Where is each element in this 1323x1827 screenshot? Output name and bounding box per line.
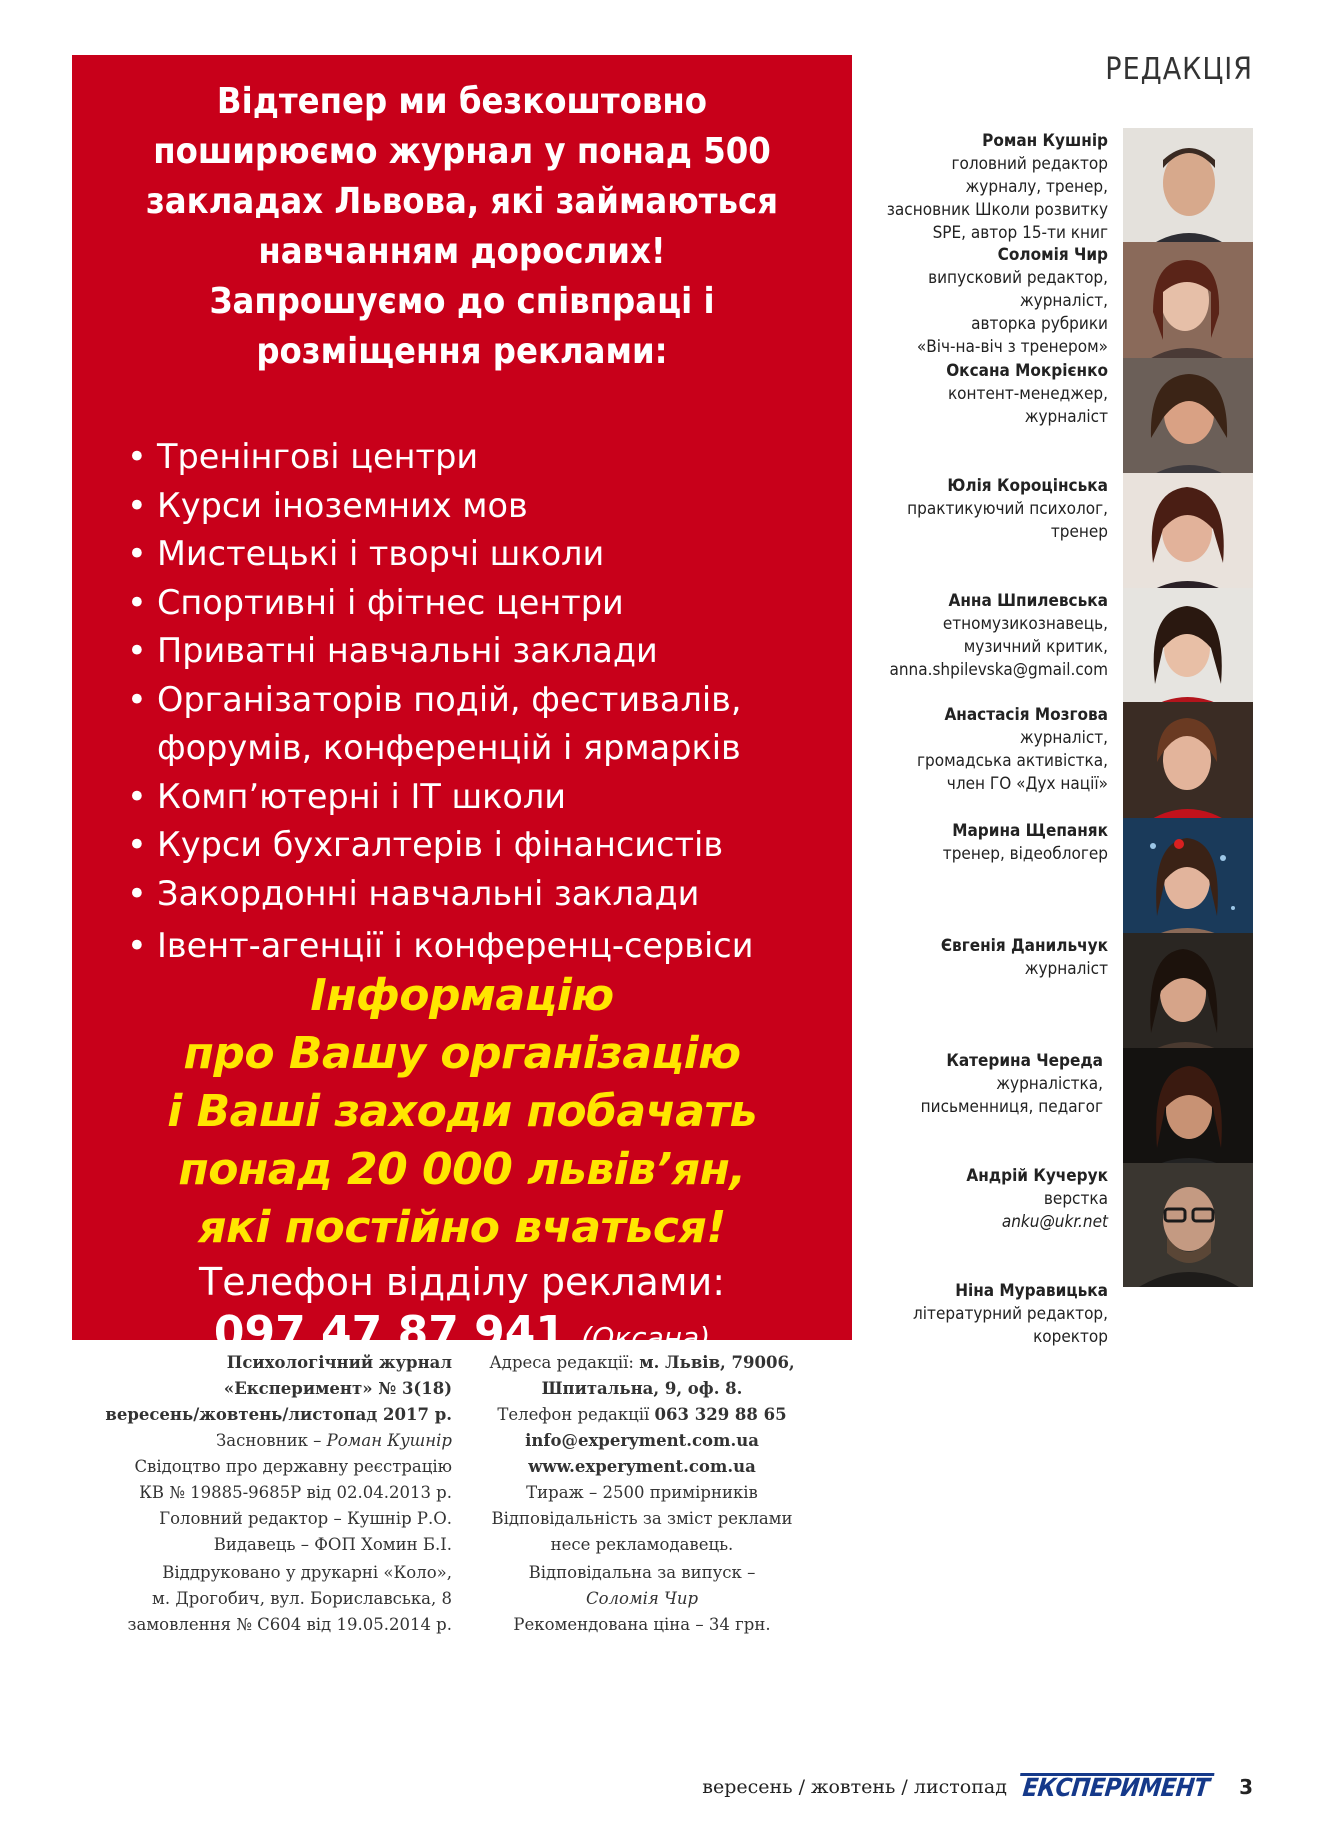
responsible-name: Соломія Чир <box>585 1589 699 1608</box>
ad-category-item: • Приватні навчальні заклади <box>127 627 832 676</box>
journal-issue: «Експеримент» № 3(18) <box>223 1379 452 1398</box>
ad-category-item: • Курси бухгалтерів і фінансистів <box>127 821 832 870</box>
staff-role: журналістка, письменниця, педагог <box>920 1074 1103 1117</box>
contact-email[interactable]: info@experyment.com.ua <box>525 1431 759 1450</box>
ad-disclaimer: Відповідальність за зміст реклами несе рекламодавець. <box>491 1509 793 1554</box>
staff-photo <box>1123 702 1253 826</box>
staff-role: контент-менеджер, журналіст <box>947 384 1108 427</box>
staff-role: літературний редактор, коректор <box>913 1304 1108 1347</box>
website-link[interactable]: www.experyment.com.ua <box>528 1457 756 1476</box>
journal-period: вересень/жовтень/листопад 2017 р. <box>105 1405 452 1424</box>
staff-role: журналіст, громадська активістка, член ГО «Дух нації» <box>917 728 1108 794</box>
staff-member <box>870 128 1253 256</box>
staff-photo <box>1123 588 1253 712</box>
staff-member <box>870 933 1253 1061</box>
staff-role: етномузикознавець, музичний критик, <box>942 614 1108 657</box>
staff-name: Юлія Короцінська <box>947 476 1108 496</box>
staff-name: Марина Щепаняк <box>952 821 1108 841</box>
footer-issue: вересень / жовтень / листопад <box>702 1775 1007 1798</box>
address-label: Адреса редакції: <box>489 1353 640 1372</box>
address-line <box>482 1350 802 1376</box>
staff-name: Андрій Кучерук <box>966 1166 1108 1186</box>
staff-role: журналіст <box>1024 959 1108 979</box>
ad-category-item: • Івент-агенції і конференц-сервіси <box>127 922 832 971</box>
printing-info: Віддруковано у друкарні «Коло», м. Дрогобич, вул. Бориславська, 8 замовлення № С604 від 19.05.2014 р. <box>127 1563 452 1634</box>
staff-name: Ніна Муравицька <box>955 1281 1108 1301</box>
staff-member <box>870 588 1253 716</box>
staff-photo <box>1123 818 1253 942</box>
ad-phone-number: 097 47 87 941 <box>213 1307 566 1358</box>
founder-label: Засновник – <box>216 1431 327 1450</box>
staff-role: випусковий редактор, журналіст, авторка рубрики «Віч-на-віч з тренером» <box>916 268 1108 357</box>
staff-photo <box>1123 358 1253 482</box>
phone-value: 063 329 88 65 <box>654 1405 787 1424</box>
founder-name: Роман Кушнір <box>326 1431 452 1450</box>
address-street: Шпитальна, 9, оф. 8. <box>541 1379 743 1398</box>
staff-name: Оксана Мокрієнко <box>946 361 1108 381</box>
registration-info: Свідоцтво про державну реєстрацію КВ № 19885-9685Р від 02.04.2013 р. Головний редактор – Кушнір Р.О. Видавець – ФОП Хомин Б.І. <box>134 1457 452 1554</box>
ad-category-item: • Закордонні навчальні заклади <box>127 870 832 919</box>
staff-name: Євгенія Данильчук <box>940 936 1108 956</box>
staff-member <box>870 702 1253 830</box>
staff-member <box>870 1278 1253 1406</box>
staff-photo <box>1123 128 1253 252</box>
staff-name: Анастасія Мозгова <box>944 705 1108 725</box>
editorial-contacts <box>482 1350 802 1558</box>
staff-name: Катерина Череда <box>946 1051 1103 1071</box>
page-footer <box>702 1773 1253 1800</box>
journal-imprint <box>80 1350 452 1558</box>
staff-email: anna.shpilevska@gmail.com <box>889 660 1108 680</box>
ad-highlight-text: Інформацію про Вашу організацію і Ваші заходи побачать понад 20 000 львів’ян, які постійно вчаться! <box>167 970 757 1253</box>
ad-category-item: • Мистецькі і творчі школи <box>127 530 832 579</box>
phone-label: Телефон редакції <box>497 1405 655 1424</box>
price: Рекомендована ціна – 34 грн. <box>513 1615 771 1634</box>
ad-phone-label: Телефон відділу реклами: <box>198 1260 726 1304</box>
staff-member <box>870 358 1253 486</box>
staff-name: Анна Шпилевська <box>948 591 1108 611</box>
ad-category-item: • Спортивні і фітнес центри <box>127 579 832 628</box>
magazine-logo: ЕКСПЕРИМЕНТ <box>1017 1773 1214 1800</box>
staff-name: Соломія Чир <box>997 245 1108 265</box>
ad-category-list <box>127 433 832 971</box>
staff-member <box>870 242 1253 370</box>
staff-name: Роман Кушнір <box>982 131 1108 151</box>
responsible-label: Відповідальна за випуск – <box>528 1563 756 1582</box>
section-title: РЕДАКЦІЯ <box>1105 52 1253 87</box>
ad-category-item: • Комп’ютерні і ІТ школи <box>127 773 832 822</box>
circulation: Тираж – 2500 примірників <box>526 1483 758 1502</box>
ad-category-item: • Курси іноземних мов <box>127 482 832 531</box>
staff-role: верстка <box>1043 1189 1108 1209</box>
ad-category-item: • Організаторів подій, фестивалів, форумів, конференцій і ярмарків <box>127 676 832 773</box>
address-value: м. Львів, 79006, <box>639 1353 795 1372</box>
staff-role: тренер, відеоблогер <box>942 844 1108 864</box>
phone-line <box>482 1402 802 1428</box>
staff-role: головний редактор журналу, тренер, засновник Школи розвитку SPE, автор 15-ти книг <box>886 154 1108 243</box>
staff-photo <box>1123 242 1253 366</box>
staff-member <box>870 1048 1253 1176</box>
ad-headline: Відтепер ми безкоштовно поширюємо журнал у понад 500 закладах Львова, які займаються навчанням дорослих! Запрошуємо до співпраці і розміщення реклами: <box>145 81 778 372</box>
staff-member <box>870 1163 1253 1291</box>
staff-photo <box>1123 473 1253 597</box>
staff-photo <box>1123 1048 1253 1172</box>
ad-category-item: • Тренінгові центри <box>127 433 832 482</box>
issue-responsible <box>482 1560 802 1638</box>
staff-email: anku@ukr.net <box>1001 1212 1108 1232</box>
staff-photo <box>1123 1163 1253 1287</box>
founder-line <box>80 1428 452 1454</box>
staff-member <box>870 473 1253 601</box>
advertising-block <box>72 55 852 1358</box>
page-number: 3 <box>1239 1774 1253 1799</box>
journal-title: Психологічний журнал <box>226 1353 452 1372</box>
staff-photo <box>1123 933 1253 1057</box>
ad-phone-contact: (Оксана) <box>581 1321 711 1354</box>
staff-role: практикуючий психолог, тренер <box>907 499 1108 542</box>
staff-member <box>870 818 1253 946</box>
